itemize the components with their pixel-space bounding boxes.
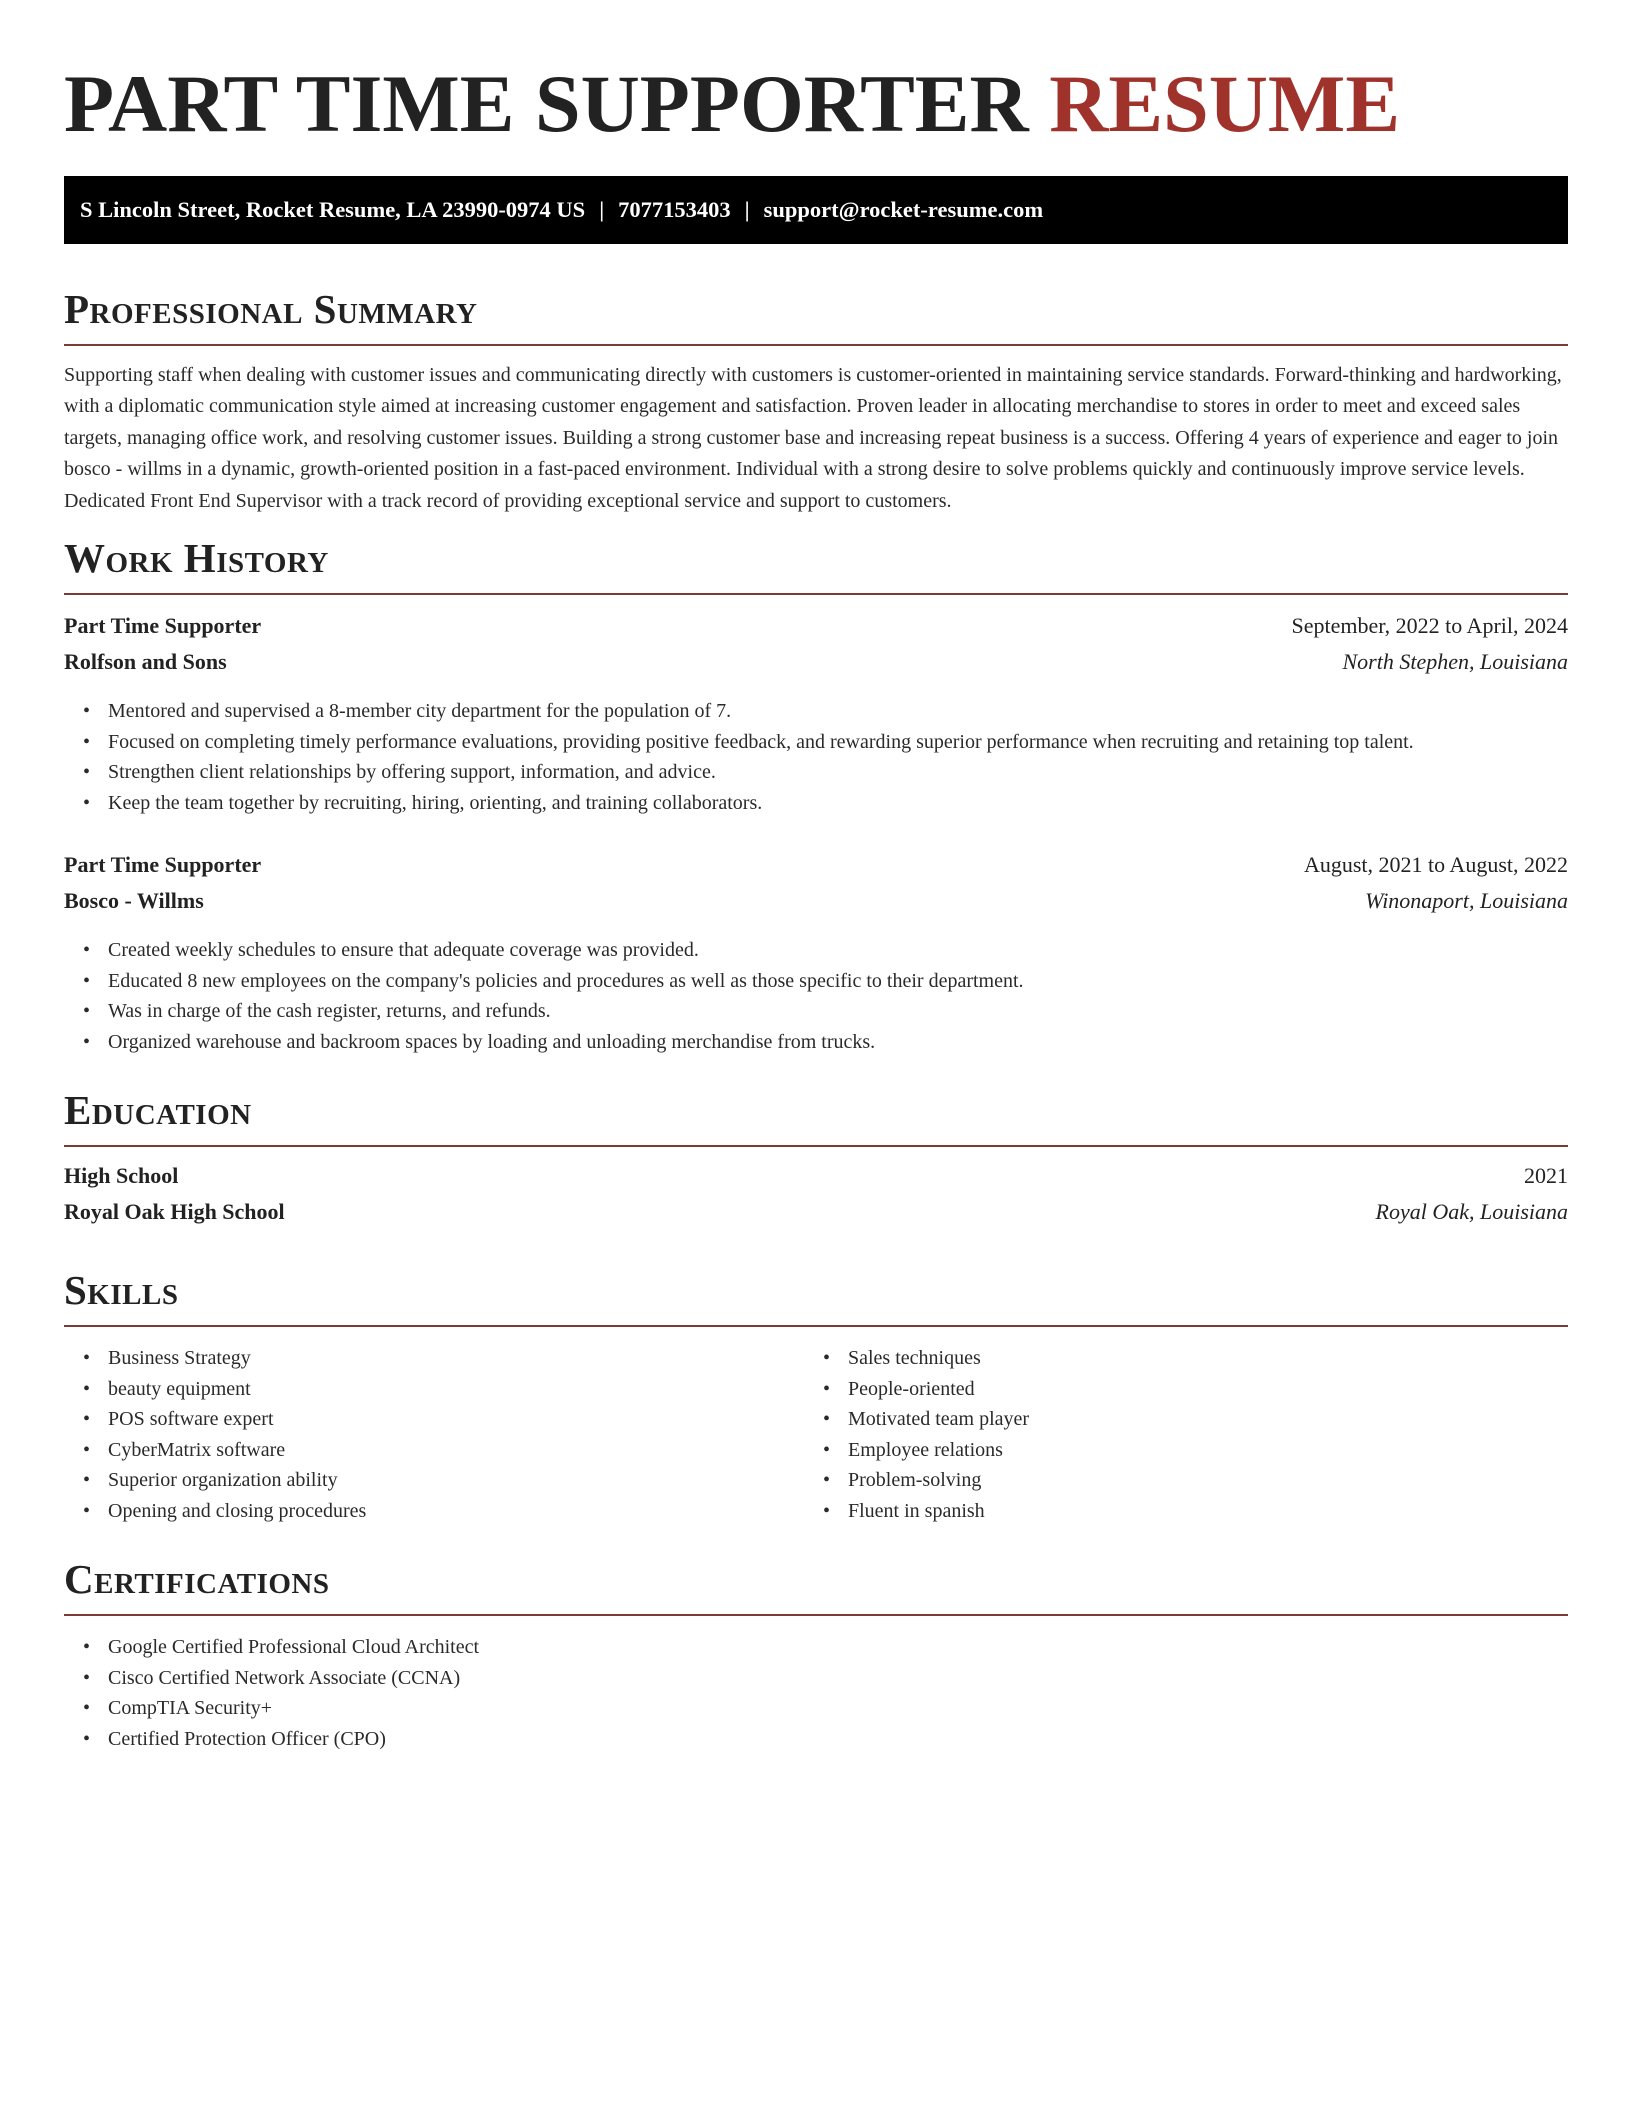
job-title: Part Time Supporter <box>64 613 262 639</box>
section-heading-summary: Professional Summary <box>64 286 478 332</box>
job-company: Bosco - Willms <box>64 888 204 914</box>
job-title: Part Time Supporter <box>64 852 262 878</box>
skills-section <box>64 1265 1568 1526</box>
education-location: Royal Oak, Louisiana <box>1375 1199 1568 1225</box>
list-item: • Organized warehouse and backroom spaces by loading and unloading merchandise from trucks. <box>108 1027 1568 1058</box>
section-divider <box>64 593 1568 595</box>
summary-text: Supporting staff when dealing with customer issues and communicating directly with customers is customer-oriented in maintaining service standards. Forward-thinking and hardworking, with a diplomatic communication style aimed at increasing customer engagement and satisfaction. Proven leader in allocating merchandise to stores in order to meet and exceed sales targets, managing office work, and resolving customer issues. Building a strong customer base and increasing repeat business is a success. Offering 4 years of experience and eager to join bosco - willms in a dynamic, growth-oriented position in a fast-paced environment. Individual with a strong desire to solve problems quickly and continuously improve service levels. Dedicated Front End Supervisor with a track record of providing exceptional service and support to customers. <box>64 364 1562 512</box>
section-divider <box>64 344 1568 346</box>
job-dates: September, 2022 to April, 2024 <box>1291 613 1568 639</box>
list-item: • People-oriented <box>848 1374 1544 1405</box>
education-school: Royal Oak High School <box>64 1199 285 1225</box>
education-degree: High School <box>64 1163 179 1189</box>
list-item: • Educated 8 new employees on the company's policies and procedures as well as those specific to their department. <box>108 966 1568 997</box>
section-divider <box>64 1614 1568 1616</box>
resume-page <box>64 0 1568 1754</box>
list-item: • Certified Protection Officer (CPO) <box>108 1724 1568 1755</box>
contact-email[interactable]: support@rocket-resume.com <box>763 197 1044 222</box>
contact-address: S Lincoln Street, Rocket Resume, LA 23990-0974 US <box>80 197 586 222</box>
list-item: • beauty equipment <box>108 1374 804 1405</box>
section-heading-education: Education <box>64 1087 252 1134</box>
resume-title <box>64 56 1568 160</box>
contact-bar <box>64 176 1568 244</box>
summary-section <box>64 284 1568 517</box>
section-divider <box>64 1325 1568 1327</box>
list-item: • POS software expert <box>108 1404 804 1435</box>
list-item: • Fluent in spanish <box>848 1496 1544 1527</box>
list-item: • Mentored and supervised a 8-member city department for the population of 7. <box>108 696 1568 727</box>
contact-separator: | <box>599 197 605 222</box>
certifications-section <box>64 1554 1568 1754</box>
list-item: • CyberMatrix software <box>108 1435 804 1466</box>
job-dates: August, 2021 to August, 2022 <box>1303 852 1568 878</box>
job-company: Rolfson and Sons <box>64 649 227 675</box>
job-bullets <box>64 935 1568 1057</box>
contact-separator: | <box>744 197 750 222</box>
skills-columns <box>64 1343 1568 1526</box>
title-accent: RESUME <box>1049 58 1401 149</box>
list-item: • CompTIA Security+ <box>108 1693 1568 1724</box>
education-year: 2021 <box>1524 1163 1568 1189</box>
section-heading-certifications: Certifications <box>64 1556 330 1603</box>
list-item: • Google Certified Professional Cloud Architect <box>108 1632 1568 1663</box>
list-item: • Superior organization ability <box>108 1465 804 1496</box>
list-item: • Cisco Certified Network Associate (CCNA) <box>108 1663 1568 1694</box>
job-location: North Stephen, Louisiana <box>1342 649 1568 675</box>
job-location: Winonaport, Louisiana <box>1365 888 1568 914</box>
list-item: • Was in charge of the cash register, returns, and refunds. <box>108 996 1568 1027</box>
section-heading-work-history: Work History <box>64 535 329 582</box>
education-section <box>64 1085 1568 1235</box>
certifications-list <box>64 1632 1568 1754</box>
list-item: • Motivated team player <box>848 1404 1544 1435</box>
contact-phone: 7077153403 <box>618 197 731 222</box>
list-item: • Employee relations <box>848 1435 1544 1466</box>
list-item: • Strengthen client relationships by offering support, information, and advice. <box>108 757 1568 788</box>
skills-list-left <box>64 1343 804 1526</box>
title-main: PART TIME SUPPORTER <box>64 58 1029 149</box>
list-item: • Focused on completing timely performance evaluations, providing positive feedback, and rewarding superior performance when recruiting and retaining top talent. <box>108 727 1568 758</box>
work-history-section <box>64 533 1568 1057</box>
skills-list-right <box>804 1343 1544 1526</box>
job-entry <box>64 613 1568 818</box>
list-item: • Sales techniques <box>848 1343 1544 1374</box>
list-item: • Keep the team together by recruiting, hiring, orienting, and training collaborators. <box>108 788 1568 819</box>
job-bullets <box>64 696 1568 818</box>
list-item: • Created weekly schedules to ensure that adequate coverage was provided. <box>108 935 1568 966</box>
list-item: • Problem-solving <box>848 1465 1544 1496</box>
list-item: • Opening and closing procedures <box>108 1496 804 1527</box>
section-divider <box>64 1145 1568 1147</box>
job-entry <box>64 852 1568 1057</box>
list-item: • Business Strategy <box>108 1343 804 1374</box>
section-heading-skills: Skills <box>64 1267 179 1314</box>
